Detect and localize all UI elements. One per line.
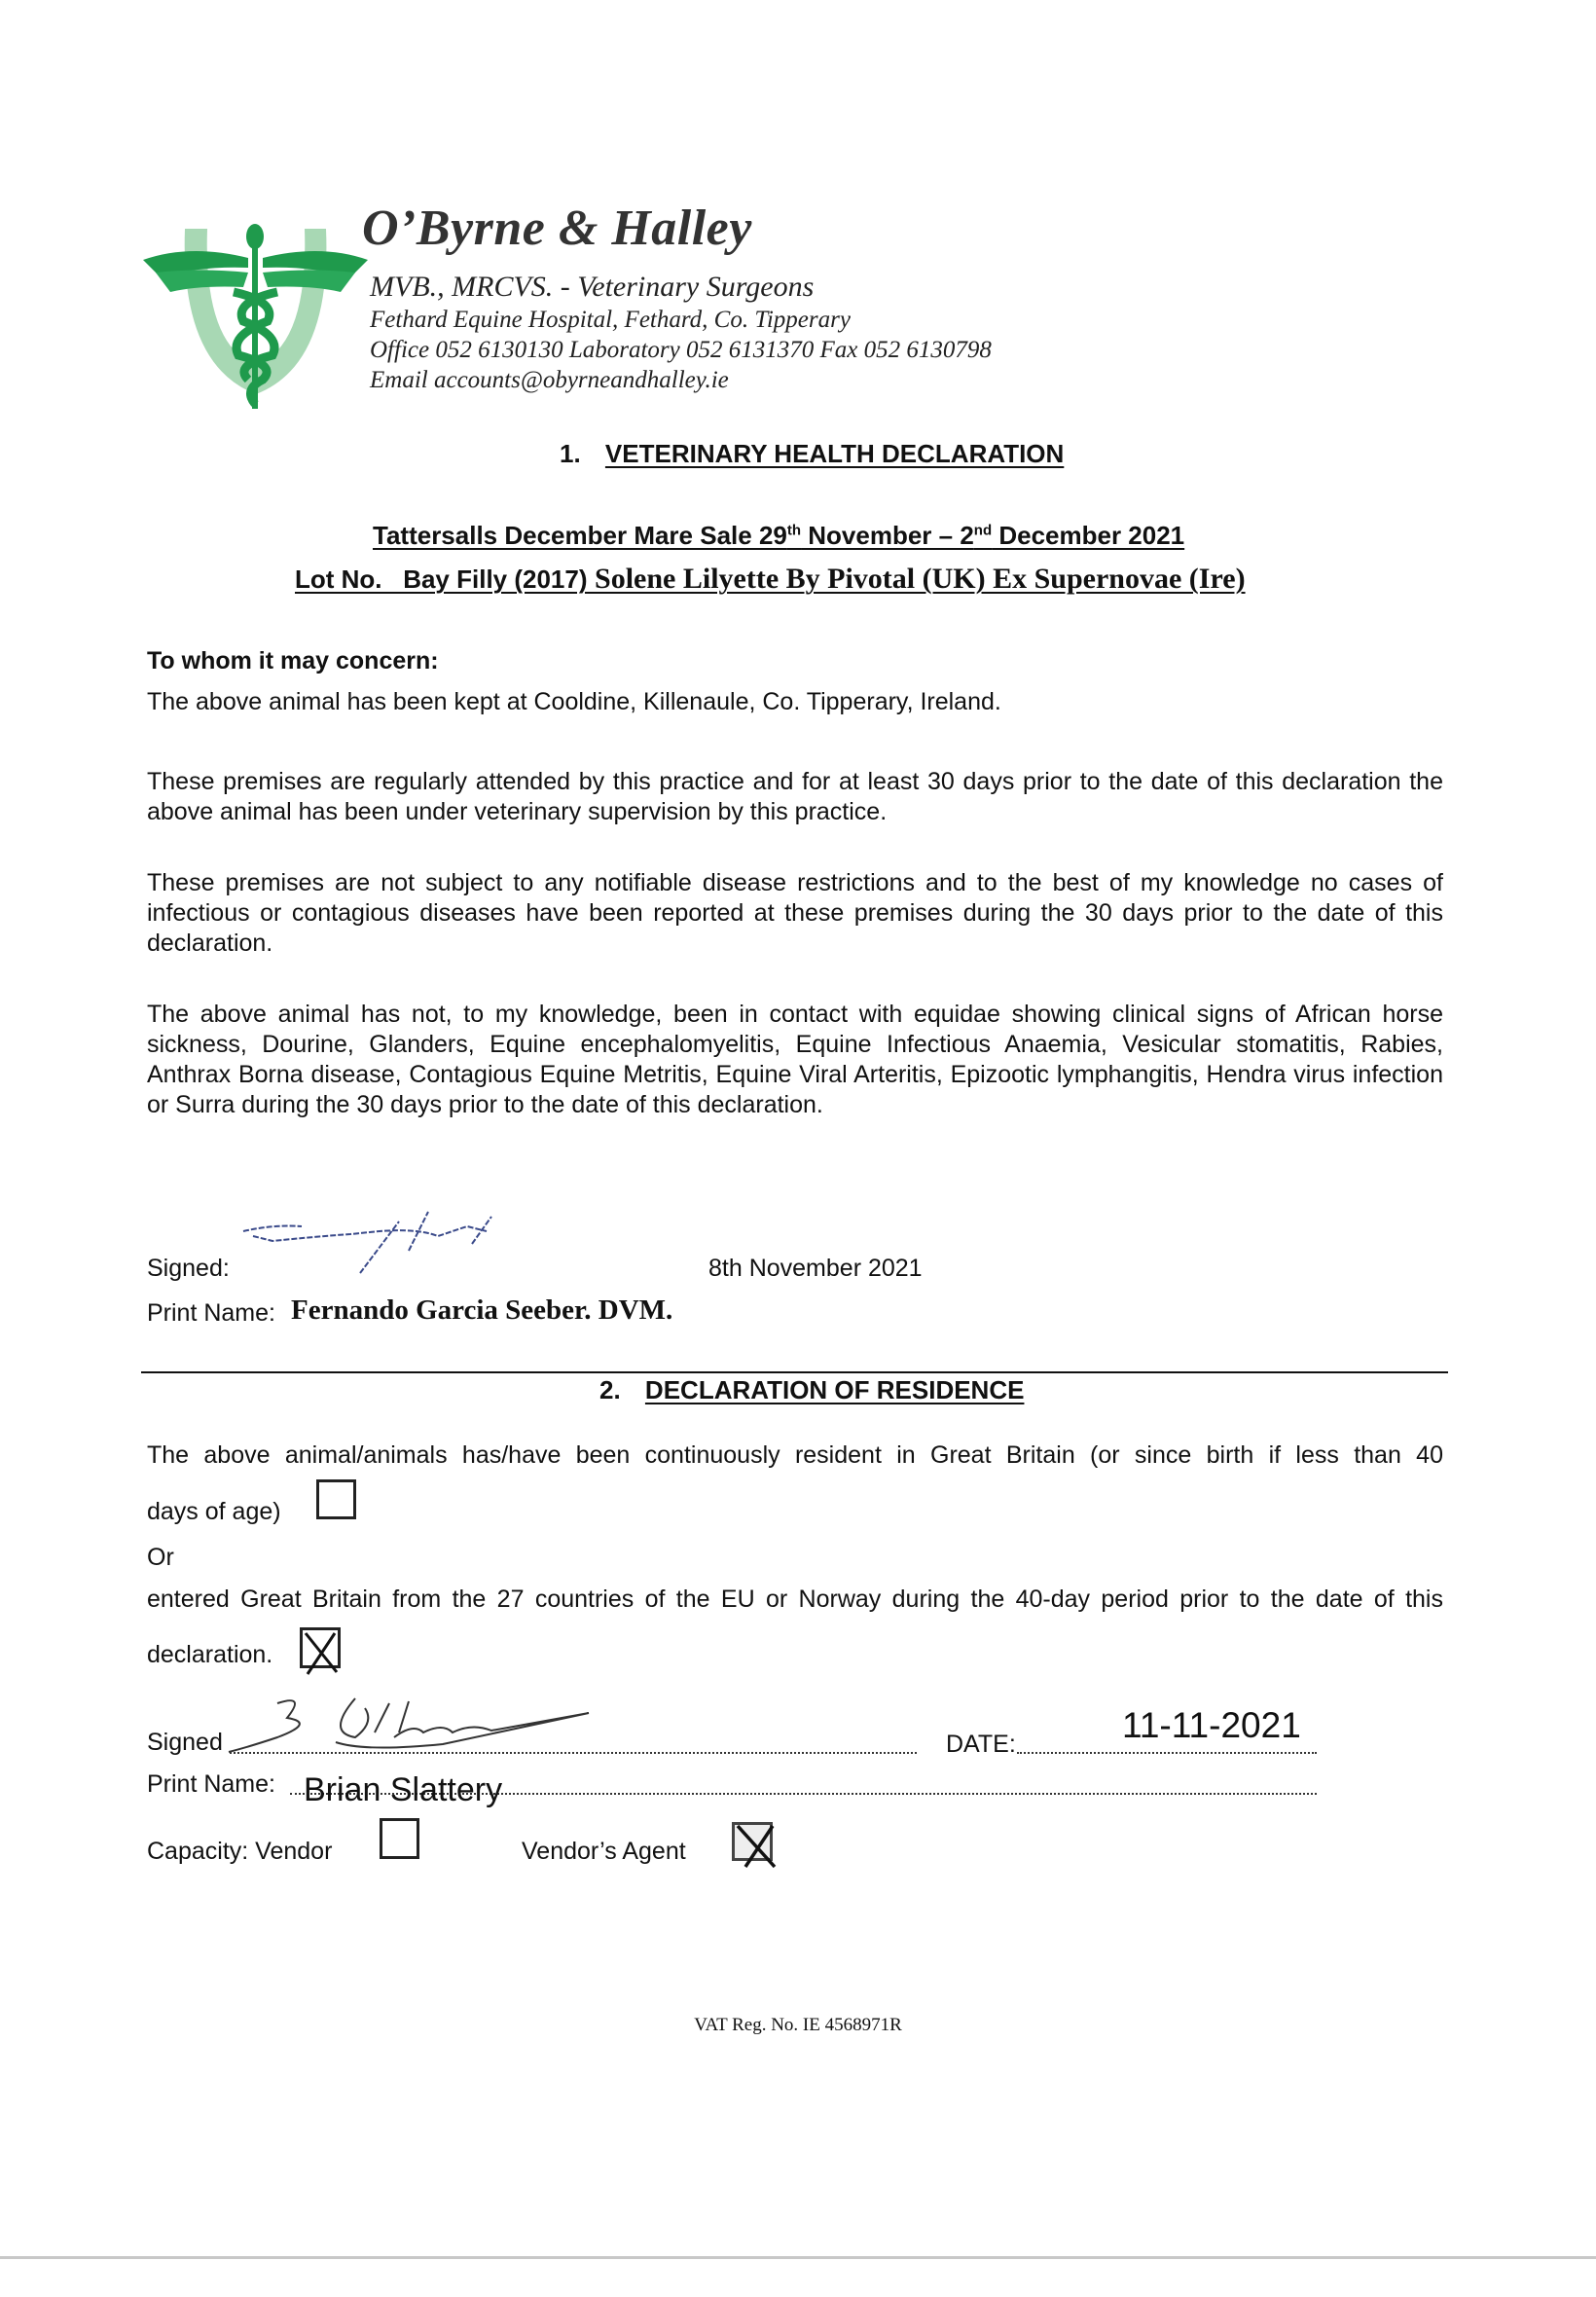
sale-sup1: th	[786, 522, 802, 539]
page-bottom-edge	[0, 2256, 1596, 2259]
vendor-print-name[interactable]: Brian Slattery	[304, 1771, 503, 1808]
paragraph-diseases: The above animal has not, to my knowledge, been in contact with equidae showing clinical signs of African horse sickness, Dourine, Glanders, Equine encephalomyelitis, Equine Infectious Anaemia, Vesicular stomatitis, Rabies, Anthrax Borna disease, Contagious Equine Metritis, Equine Viral Arteritis, Epizootic lymphangitis, Hendra virus infection or Surra during the 30 days prior to the date of this declaration.	[147, 1001, 1443, 1118]
paragraph-kept-at: The above animal has been kept at Cooldine, Killenaule, Co. Tipperary, Ireland.	[147, 688, 1001, 715]
vet-print-name: Fernando Garcia Seeber. DVM.	[291, 1294, 673, 1326]
qualifications: MVB., MRCVS. - Veterinary Surgeons	[370, 271, 815, 303]
date-value[interactable]: 11-11-2021	[1122, 1705, 1301, 1745]
vendor-signature	[219, 1694, 598, 1762]
vet-print-name-label: Print Name:	[147, 1299, 275, 1327]
vet-signature	[234, 1207, 506, 1275]
phone-numbers: Office 052 6130130 Laboratory 052 6131370 Fax 052 6130798	[370, 337, 992, 363]
section2-heading	[599, 1375, 1024, 1405]
vet-date: 8th November 2021	[708, 1255, 923, 1282]
vendors-agent-label: Vendor’s Agent	[522, 1838, 686, 1865]
email: Email accounts@obyrneandhalley.ie	[370, 367, 729, 393]
signed-label: Signed:	[147, 1255, 230, 1282]
lot-name: Solene Lilyette By Pivotal (UK) Ex Supernovae (Ire)	[587, 563, 1246, 595]
section1-title: VETERINARY HEALTH DECLARATION	[604, 439, 1065, 468]
option2-line1: entered Great Britain from the 27 countries of the EU or Norway during the 40-day period prior to the date of this	[147, 1586, 1443, 1613]
firm-name: O’Byrne & Halley	[362, 201, 752, 256]
vendors-agent-checkbox[interactable]	[732, 1822, 773, 1861]
vendor-print-name-label: Print Name:	[147, 1770, 275, 1798]
sale-prefix: Tattersalls December Mare Sale 29	[373, 521, 787, 550]
section1-number: 1.	[560, 439, 581, 468]
date-label: DATE:	[946, 1731, 1016, 1758]
section1-heading	[560, 439, 1064, 469]
sale-sup2: nd	[973, 522, 993, 539]
capacity-vendor-label: Capacity: Vendor	[147, 1838, 333, 1865]
caduceus-logo-icon	[141, 209, 370, 414]
entered-gb-checkbox[interactable]	[300, 1627, 341, 1668]
resident-checkbox[interactable]	[316, 1479, 356, 1519]
salutation: To whom it may concern:	[147, 647, 439, 675]
sale-line	[373, 521, 1184, 551]
date-dotted-line	[1017, 1752, 1317, 1754]
sale-suffix: December 2021	[992, 521, 1185, 550]
or-label: Or	[147, 1544, 174, 1571]
vat-number: VAT Reg. No. IE 4568971R	[694, 2015, 902, 2035]
section2-title: DECLARATION OF RESIDENCE	[644, 1375, 1025, 1404]
vendor-checkbox[interactable]	[380, 1818, 419, 1859]
address: Fethard Equine Hospital, Fethard, Co. Tipperary	[370, 307, 851, 333]
section2-number: 2.	[599, 1375, 621, 1404]
option2-line2: declaration.	[147, 1641, 273, 1668]
sale-middle: November – 2	[801, 521, 974, 550]
option1-line1: The above animal/animals has/have been continuously resident in Great Britain (or since birth if less than 40	[147, 1441, 1443, 1469]
paragraph-restrictions: These premises are not subject to any notifiable disease restrictions and to the best of my knowledge no cases of infectious or contagious diseases have been reported at these premises during the 30 days prior to the date of this declaration.	[147, 869, 1443, 957]
check-x-icon	[300, 1627, 341, 1676]
lot-line	[295, 563, 1246, 596]
option1-line2: days of age)	[147, 1498, 281, 1525]
paragraph-supervision: These premises are regularly attended by this practice and for at least 30 days prior to the date of this declaration the above animal has been under veterinary supervision by this practice.	[147, 768, 1443, 825]
lot-label: Lot No. Bay Filly (2017)	[295, 565, 588, 594]
section-divider	[141, 1371, 1448, 1373]
check-x-icon	[732, 1822, 779, 1869]
vendor-signed-label: Signed	[147, 1729, 223, 1756]
